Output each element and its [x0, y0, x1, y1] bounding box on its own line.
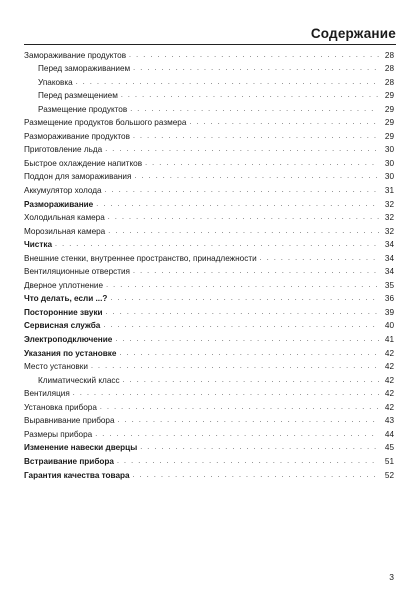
toc-dot-leader [129, 51, 379, 61]
toc-entry[interactable] [24, 372, 394, 386]
toc-entry[interactable] [24, 440, 394, 454]
toc-entry-label: Встраивание прибора [24, 456, 114, 466]
toc-entry-label: Вентиляция [24, 389, 70, 399]
toc-dot-leader [105, 186, 379, 196]
toc-entry-page: 39 [384, 307, 394, 317]
toc-entry-label: Размораживание [24, 199, 94, 209]
toc-entry-label: Размеры прибора [24, 429, 93, 439]
toc-entry-page: 34 [384, 240, 394, 250]
toc-entry[interactable] [24, 264, 394, 278]
toc-entry-label: Указания по установке [24, 348, 117, 358]
toc-entry-label: Размещение продуктов большого размера [24, 118, 187, 128]
toc-entry-label: Установка прибора [24, 402, 97, 412]
toc-entry-page: 51 [384, 456, 394, 466]
toc-entry-page: 42 [384, 375, 394, 385]
toc-entry-page: 30 [384, 158, 394, 168]
toc-entry-label: Гарантия качества товара [24, 470, 130, 480]
toc-entry-label: Замораживание продуктов [24, 50, 127, 60]
toc-entry[interactable] [24, 223, 394, 237]
toc-entry-label: Изменение навески дверцы [24, 443, 138, 453]
page-header [24, 22, 396, 45]
toc-entry-label: Вентиляционные отверстия [24, 267, 130, 277]
toc-dot-leader [140, 443, 379, 453]
toc-entry[interactable] [24, 277, 394, 291]
toc-entry-page: 32 [384, 199, 394, 209]
toc-entry-label: Упаковка [38, 77, 73, 87]
toc-dot-leader [118, 416, 379, 426]
toc-entry-page: 36 [384, 294, 394, 304]
toc-dot-leader [133, 64, 379, 74]
toc-dot-leader [189, 118, 379, 128]
toc-entry[interactable] [24, 196, 394, 210]
toc-dot-leader [121, 91, 379, 101]
toc-entry-page: 42 [384, 389, 394, 399]
toc-dot-leader [106, 308, 379, 318]
toc-entry-page: 31 [384, 186, 394, 196]
toc-dot-leader [133, 132, 379, 142]
toc-dot-leader [115, 335, 379, 345]
toc-entry-label: Электроподключение [24, 335, 113, 345]
toc-entry[interactable] [24, 169, 394, 183]
toc-entry-page: 43 [384, 416, 394, 426]
toc-entry[interactable] [24, 359, 394, 373]
toc-dot-leader [130, 105, 379, 115]
toc-entry-page: 34 [384, 253, 394, 263]
toc-entry-label: Аккумулятор холода [24, 186, 102, 196]
toc-entry[interactable] [24, 345, 394, 359]
toc-entry[interactable] [24, 426, 394, 440]
toc-entry-page: 42 [384, 402, 394, 412]
toc-entry-label: Чистка [24, 240, 53, 250]
toc-entry-page: 32 [384, 213, 394, 223]
toc-dot-leader [133, 267, 379, 277]
toc-entry-page: 32 [384, 226, 394, 236]
toc-entry-label: Что делать, если ...? [24, 294, 108, 304]
toc-dot-leader [119, 349, 379, 359]
toc-entry-page: 30 [384, 145, 394, 155]
toc-dot-leader [260, 254, 379, 264]
table-of-contents [24, 47, 394, 481]
toc-entry[interactable] [24, 101, 394, 115]
toc-entry-page: 42 [384, 362, 394, 372]
toc-entry[interactable] [24, 399, 394, 413]
toc-entry[interactable] [24, 291, 394, 305]
page-number: 3 [389, 572, 394, 582]
toc-entry-label: Место установки [24, 362, 88, 372]
toc-entry[interactable] [24, 304, 394, 318]
toc-entry[interactable] [24, 155, 394, 169]
toc-dot-leader [110, 294, 379, 304]
toc-entry-page: 42 [384, 348, 394, 358]
toc-dot-leader [91, 362, 379, 372]
toc-entry-label: Приготовление льда [24, 145, 103, 155]
toc-entry-label: Климатический класс [38, 375, 120, 385]
toc-entry[interactable] [24, 250, 394, 264]
toc-entry[interactable] [24, 115, 394, 129]
toc-entry-page: 45 [384, 443, 394, 453]
toc-entry[interactable] [24, 237, 394, 251]
toc-entry[interactable] [24, 453, 394, 467]
toc-entry[interactable] [24, 61, 394, 75]
toc-entry-label: Выравнивание прибора [24, 416, 115, 426]
toc-entry-page: 28 [384, 77, 394, 87]
toc-entry-page: 35 [384, 280, 394, 290]
toc-entry-page: 34 [384, 267, 394, 277]
toc-dot-leader [108, 213, 379, 223]
toc-entry-page: 29 [384, 104, 394, 114]
toc-entry-label: Дверное уплотнение [24, 280, 104, 290]
toc-entry[interactable] [24, 47, 394, 61]
toc-dot-leader [105, 145, 379, 155]
toc-entry-label: Перед замораживанием [38, 64, 131, 74]
toc-entry-label: Сервисная служба [24, 321, 101, 331]
toc-dot-leader [123, 376, 379, 386]
toc-entry[interactable] [24, 331, 394, 345]
toc-entry-label: Быстрое охлаждение напитков [24, 158, 143, 168]
toc-entry-page: 29 [384, 91, 394, 101]
toc-dot-leader [117, 457, 379, 467]
toc-entry-label: Размещение продуктов [38, 104, 128, 114]
toc-entry-label: Поддон для замораживания [24, 172, 132, 182]
toc-entry-page: 28 [384, 64, 394, 74]
toc-entry[interactable] [24, 210, 394, 224]
toc-entry-label: Размораживание продуктов [24, 131, 130, 141]
toc-entry-label: Перед размещением [38, 91, 118, 101]
toc-dot-leader [96, 200, 379, 210]
toc-entry-page: 44 [384, 429, 394, 439]
toc-entry-label: Посторонние звуки [24, 307, 103, 317]
toc-entry-label: Внешние стенки, внутреннее пространство, принадлежности [24, 253, 257, 263]
toc-entry[interactable] [24, 386, 394, 400]
toc-dot-leader [108, 227, 379, 237]
toc-dot-leader [76, 78, 379, 88]
toc-entry-label: Холодильная камера [24, 213, 105, 223]
toc-dot-leader [133, 471, 379, 481]
toc-entry-label: Морозильная камера [24, 226, 106, 236]
toc-entry[interactable] [24, 467, 394, 481]
toc-dot-leader [134, 172, 379, 182]
toc-entry-page: 28 [384, 50, 394, 60]
toc-entry-page: 52 [384, 470, 394, 480]
toc-dot-leader [95, 430, 379, 440]
page-title: Содержание [310, 26, 396, 41]
toc-entry[interactable] [24, 128, 394, 142]
toc-entry[interactable] [24, 318, 394, 332]
toc-dot-leader [103, 321, 379, 331]
toc-entry-page: 40 [384, 321, 394, 331]
toc-entry[interactable] [24, 142, 394, 156]
toc-dot-leader [100, 403, 379, 413]
toc-entry-page: 41 [384, 335, 394, 345]
toc-entry[interactable] [24, 74, 394, 88]
toc-entry-page: 29 [384, 131, 394, 141]
toc-entry[interactable] [24, 88, 394, 102]
toc-dot-leader [55, 240, 379, 250]
toc-entry-page: 29 [384, 118, 394, 128]
toc-entry-page: 30 [384, 172, 394, 182]
toc-entry[interactable] [24, 413, 394, 427]
toc-dot-leader [145, 159, 379, 169]
toc-dot-leader [106, 281, 379, 291]
toc-dot-leader [73, 389, 379, 399]
toc-entry[interactable] [24, 182, 394, 196]
